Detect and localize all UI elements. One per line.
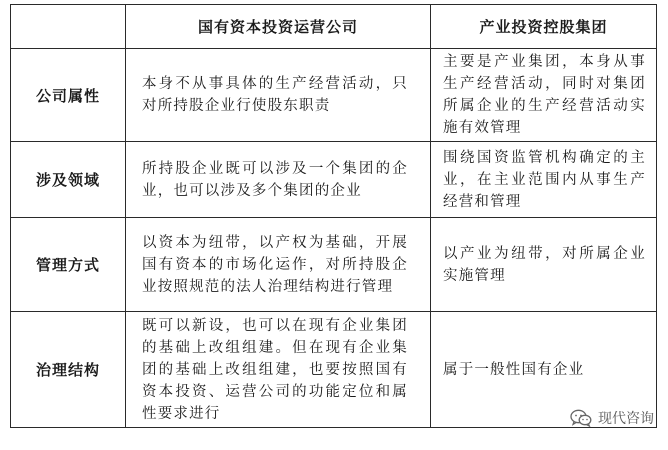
- row-label: 治理结构: [11, 312, 126, 428]
- cell-industrial-group: 主要是产业集团，本身从事生产经营活动，同时对集团所属企业的生产经营活动实施有效管理: [431, 49, 657, 142]
- cell-state-capital: 既可以新设，也可以在现有企业集团的基础上改组组建。但在现有企业集团的基础上改组组建，也要按照国有资本投资、运营公司的功能定位和属性要求进行: [126, 312, 431, 428]
- comparison-table-wrapper: [10, 4, 657, 428]
- row-label: 管理方式: [11, 218, 126, 312]
- header-row: [11, 5, 657, 49]
- watermark: [570, 408, 654, 428]
- cell-state-capital: 所持股企业既可以涉及一个集团的企业，也可以涉及多个集团的企业: [126, 142, 431, 218]
- header-corner: [11, 5, 126, 49]
- cell-industrial-group: 以产业为纽带，对所属企业实施管理: [431, 218, 657, 312]
- cell-state-capital: 本身不从事具体的生产经营活动，只对所持股企业行使股东职责: [126, 49, 431, 142]
- table-row-management: [11, 218, 657, 312]
- cell-industrial-group: 围绕国资监管机构确定的主业，在主业范围内从事生产经营和管理: [431, 142, 657, 218]
- table-row-domain: [11, 142, 657, 218]
- row-label: 涉及领域: [11, 142, 126, 218]
- cell-industrial-group: 属于一般性国有企业: [431, 312, 657, 428]
- table-row-governance: [11, 312, 657, 428]
- comparison-table: [10, 4, 657, 428]
- header-state-capital-company: 国有资本投资运营公司: [126, 5, 431, 49]
- watermark-text: 现代咨询: [598, 411, 654, 427]
- header-industrial-holding-group: 产业投资控股集团: [431, 5, 657, 49]
- cell-state-capital: 以资本为纽带，以产权为基础，开展国有资本的市场化运作，对所持股企业按照规范的法人治理结构进行管理: [126, 218, 431, 312]
- row-label: 公司属性: [11, 49, 126, 142]
- table-row-company-attribute: [11, 49, 657, 142]
- wechat-icon: [570, 409, 592, 427]
